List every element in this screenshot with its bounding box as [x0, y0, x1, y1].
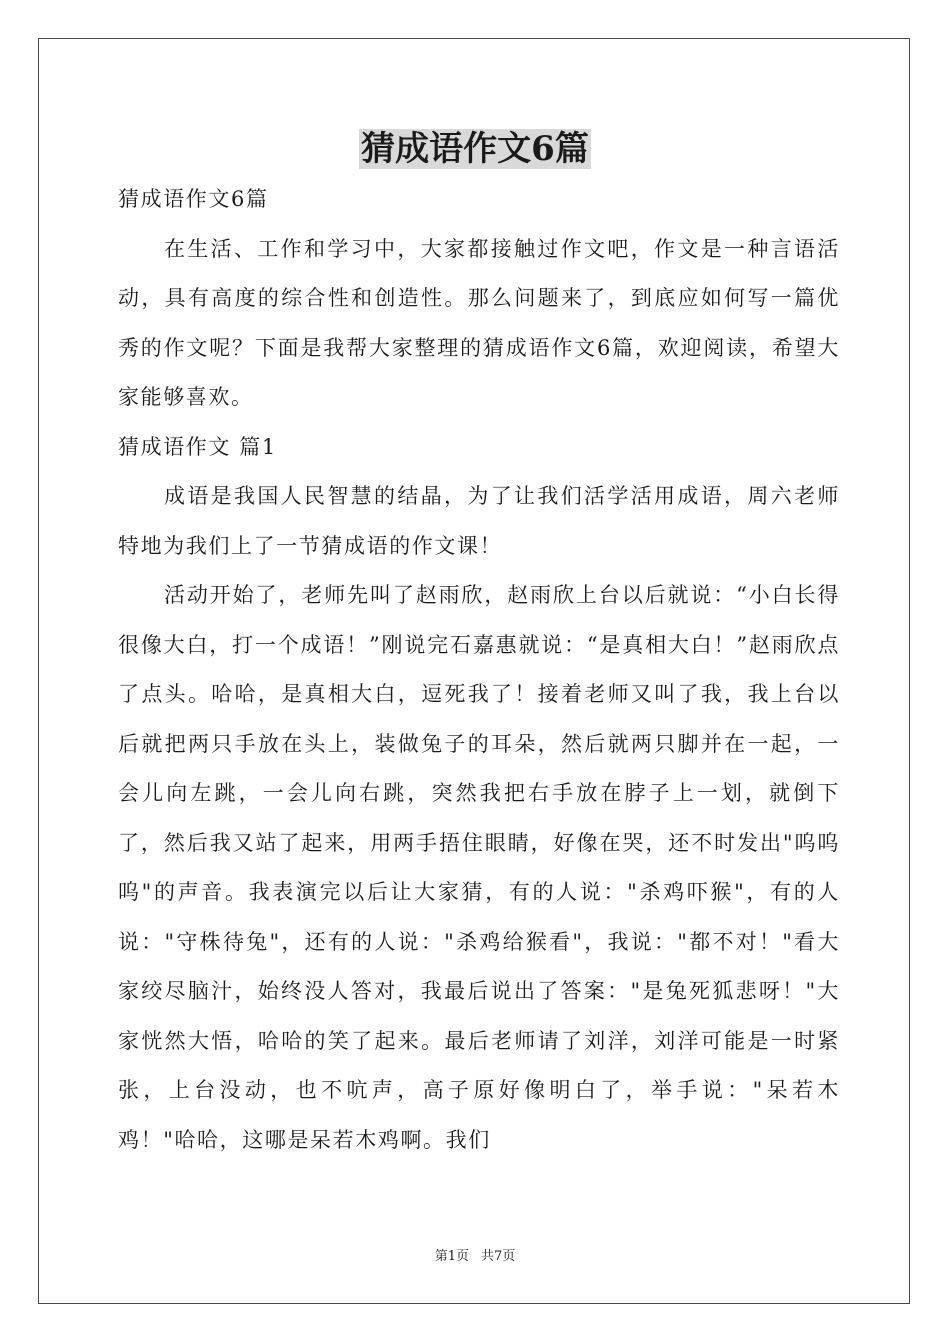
- page-footer: [0, 1248, 950, 1266]
- paragraph-intro: 在生活、工作和学习中，大家都接触过作文吧，作文是一种言语活动，具有高度的综合性和创造性。那么问题来了，到底应如何写一篇优秀的作文呢？下面是我帮大家整理的猜成语作文6篇，欢迎阅读，希望大家能够喜欢。: [118, 236, 840, 409]
- paragraph-body-1: 成语是我国人民智慧的结晶，为了让我们活学活用成语，周六老师特地为我们上了一节猜成语的作文课！: [118, 484, 840, 558]
- section-heading: 猜成语作文 篇1: [118, 434, 277, 459]
- page-number: 第1页: [434, 1249, 469, 1264]
- paragraph-subtitle: 猜成语作文6篇: [118, 187, 269, 211]
- paragraph-body-2: 活动开始了，老师先叫了赵雨欣，赵雨欣上台以后就说：“小白长得很像大白，打一个成语！”刚说完石嘉惠就说：“是真相大白！”赵雨欣点了点头。哈哈，是真相大白，逗死我了！接着老师又叫了我，我上台以后就把两只手放在头上，装做兔子的耳朵，然后就两只脚并在一起，一会儿向左跳，一会儿向右跳，突然我把右手放在脖子上一划，就倒下了，然后我又站了起来，用两手捂住眼睛，好像在哭，还不时发出"呜呜呜"的声音。我表演完以后让大家猜，有的人说："杀鸡吓猴"，有的人说："守株待兔"，还有的人说："杀鸡给猴看"，我说："都不对！"看大家绞尽脑汁，始终没人答对，我最后说出了答案："是兔死狐悲呀！"大家恍然大悟，哈哈的笑了起来。最后老师请了刘洋，刘洋可能是一时紧张，上台没动，也不吭声，高子原好像明白了，举手说："呆若木鸡！"哈哈，这哪是呆若木鸡啊。我们: [118, 583, 840, 1152]
- page-total: 共7页: [481, 1249, 516, 1264]
- document-body: [118, 175, 840, 1165]
- document-title-text: 猜成语作文6篇: [361, 129, 589, 169]
- document-title: [0, 126, 950, 172]
